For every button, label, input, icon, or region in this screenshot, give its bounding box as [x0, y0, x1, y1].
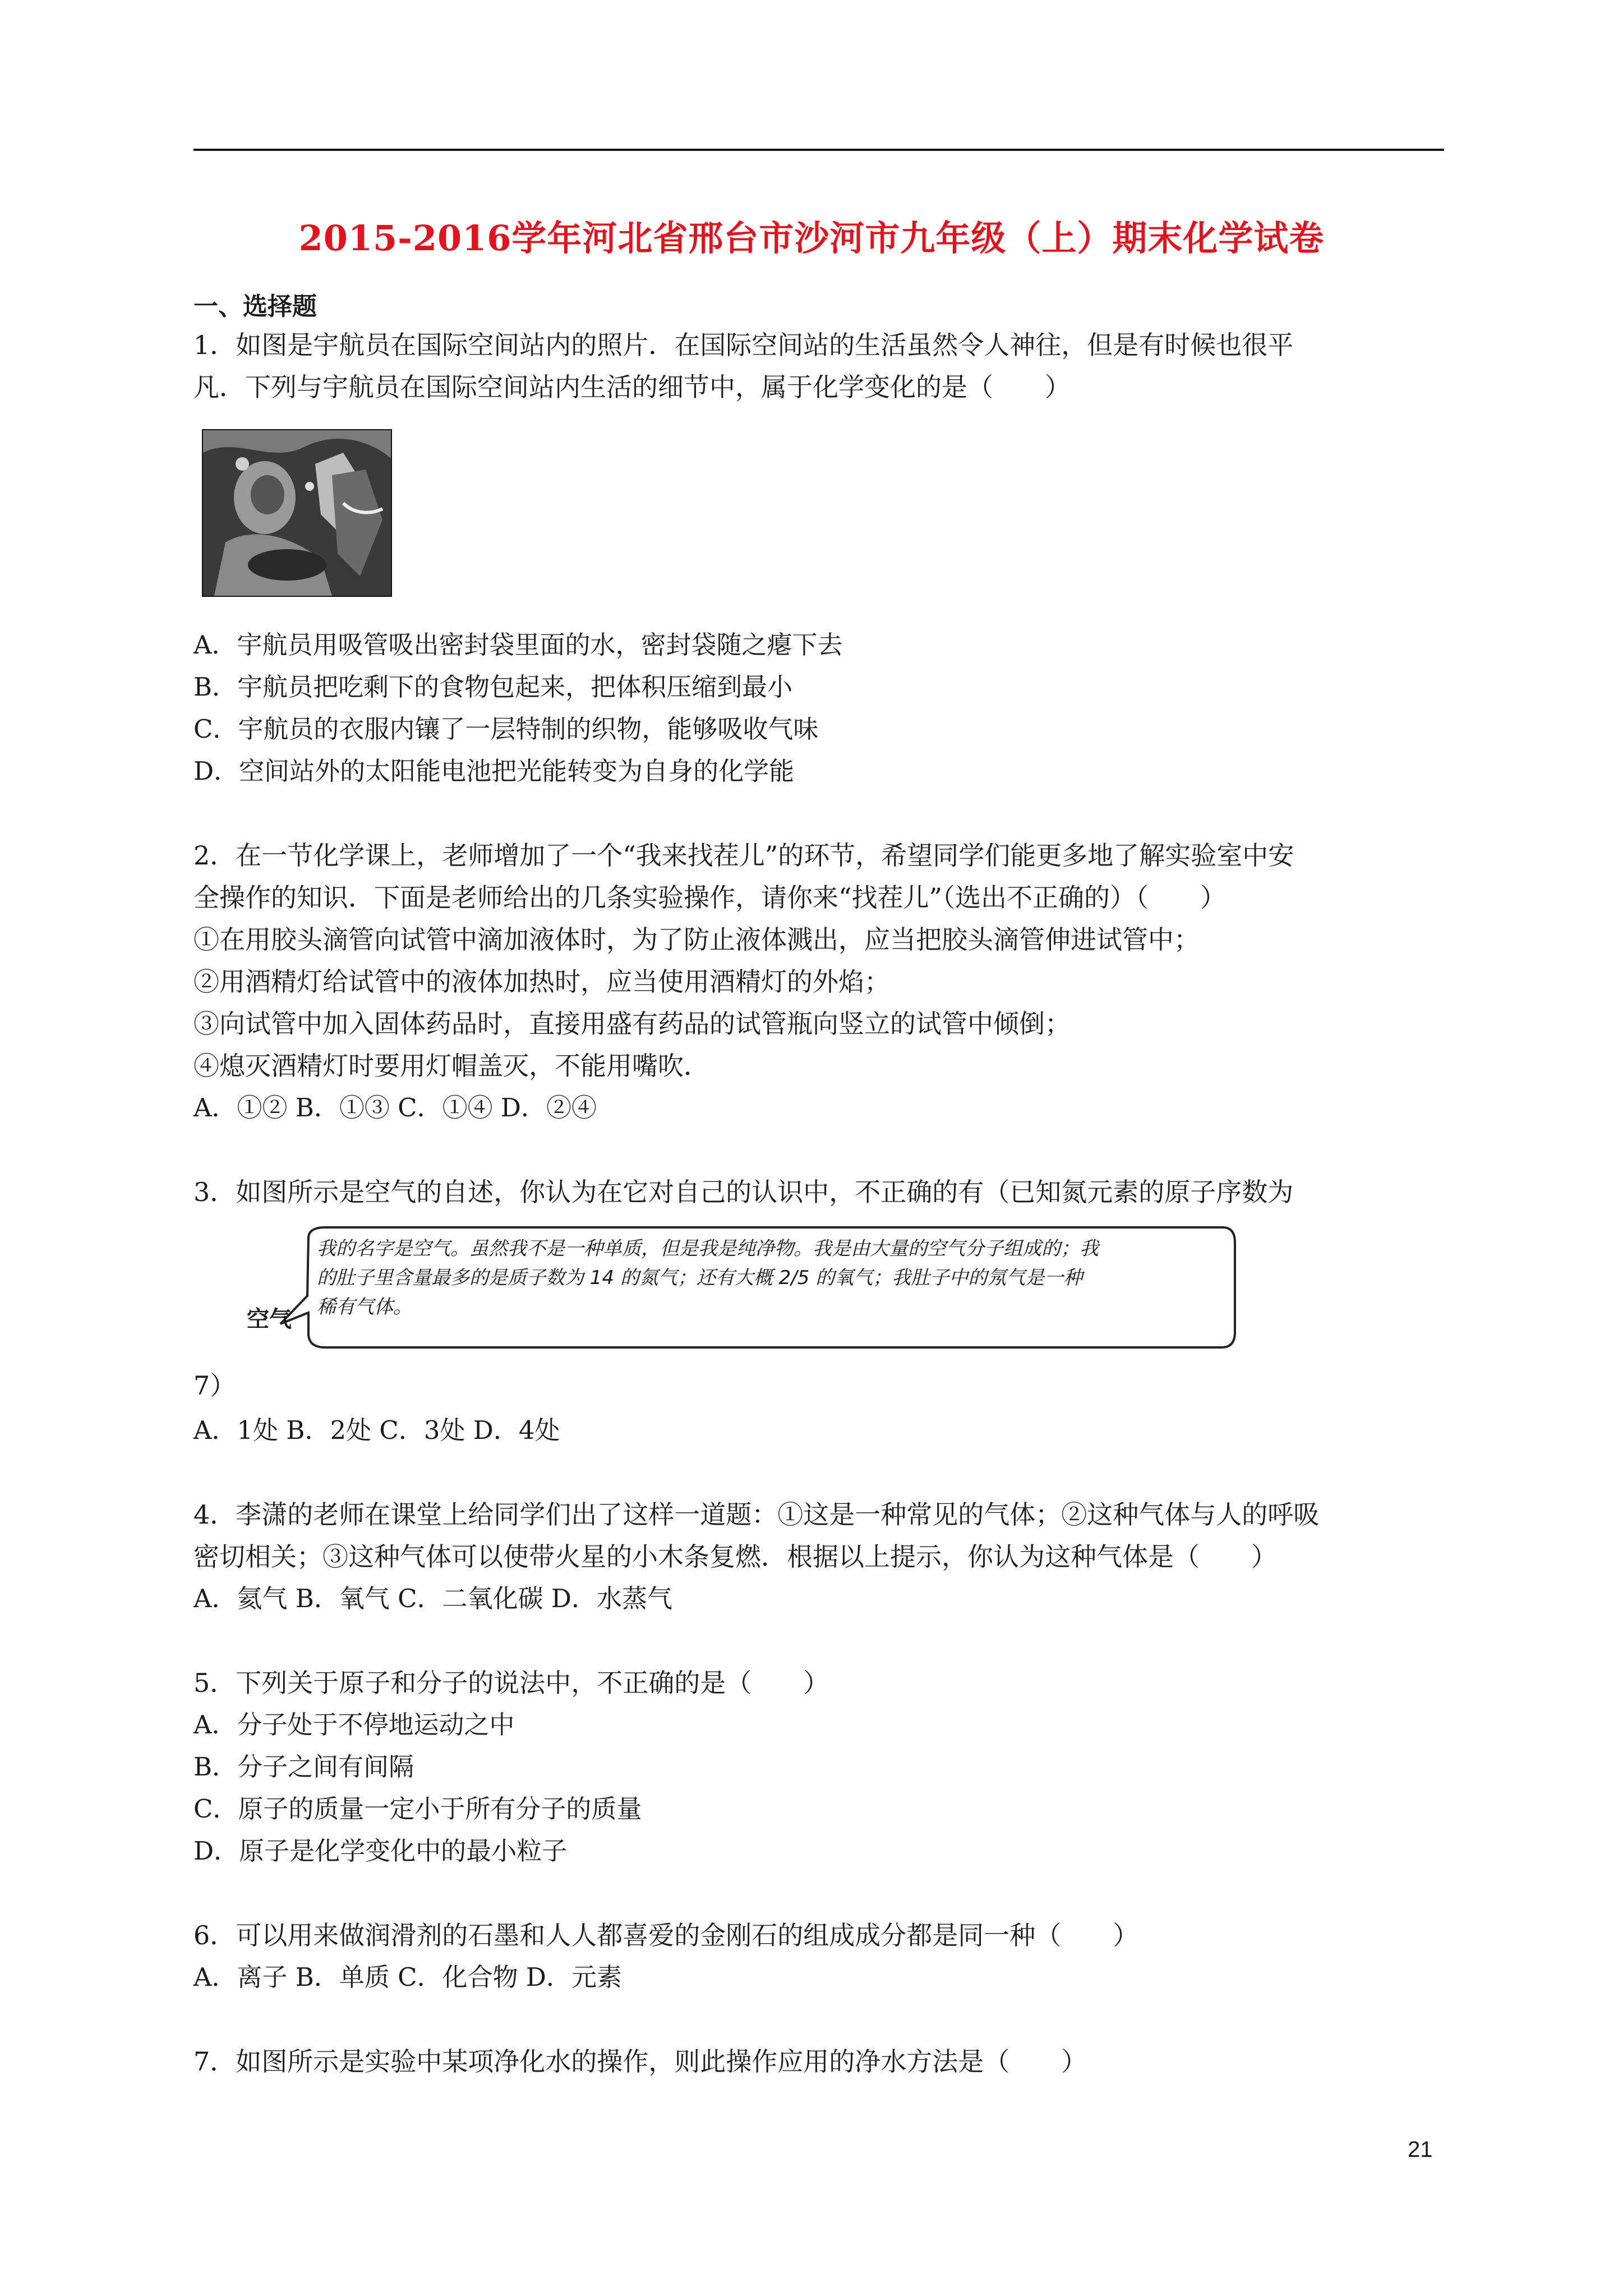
- q5-option-b: B．分子之间有间隔: [193, 1752, 414, 1782]
- q7-stem: 7．如图所示是实验中某项净化水的操作，则此操作应用的净水方法是（ ）: [193, 2046, 1087, 2077]
- q3-stem-line2: 7）: [193, 1370, 236, 1401]
- q1-option-b: B．宇航员把吃剩下的食物包起来，把体积压缩到最小: [193, 672, 793, 702]
- q3-stem-line1: 3．如图所示是空气的自述，你认为在它对自己的认识中，不正确的有（已知氮元素的原子序数为: [193, 1177, 1294, 1207]
- q5-option-a: A．分子处于不停地运动之中: [193, 1710, 515, 1740]
- q2-item-4: ④熄灭酒精灯时要用灯帽盖灭，不能用嘴吹．: [193, 1051, 709, 1081]
- bubble-speaker-label: 空气: [247, 1306, 292, 1332]
- astronaut-photo: [202, 429, 392, 597]
- bubble-line-1: 我的名字是空气。虽然我不是一种单质，但是我是纯净物。我是由大量的空气分子组成的；我: [317, 1237, 1099, 1260]
- header-rule: [193, 149, 1444, 151]
- q6-options: A．离子 B．单质 C．化合物 D．元素: [193, 1962, 622, 1992]
- q4-stem-line1: 4．李潇的老师在课堂上给同学们出了这样一道题：①这是一种常见的气体；②这种气体与人的呼吸: [193, 1499, 1320, 1530]
- q1-option-c: C．宇航员的衣服内镶了一层特制的织物，能够吸收气味: [193, 714, 819, 744]
- section-heading: 一、选择题: [193, 292, 317, 321]
- q3-options: A．1处 B．2处 C．3处 D．4处: [193, 1415, 560, 1445]
- q2-item-1: ①在用胶头滴管向试管中滴加液体时，为了防止液体溅出，应当把胶头滴管伸进试管中；: [193, 924, 1200, 955]
- exam-title: 2015-2016学年河北省邢台市沙河市九年级（上）期末化学试卷: [298, 218, 1325, 259]
- q1-option-d: D．空间站外的太阳能电池把光能转变为自身的化学能: [193, 756, 795, 786]
- q2-item-2: ②用酒精灯给试管中的液体加热时，应当使用酒精灯的外焰；: [193, 967, 890, 997]
- q5-option-d: D．原子是化学变化中的最小粒子: [193, 1836, 568, 1866]
- q1-option-a: A．宇航员用吸管吸出密封袋里面的水，密封袋随之瘪下去: [193, 630, 843, 660]
- q6-stem: 6．可以用来做润滑剂的石墨和人人都喜爱的金刚石的组成成分都是同一种（ ）: [193, 1920, 1139, 1950]
- bubble-text: [317, 1234, 1225, 1322]
- q5-option-c: C．原子的质量一定小于所有分子的质量: [193, 1794, 642, 1824]
- q4-options: A．氦气 B．氧气 C．二氧化碳 D．水蒸气: [193, 1584, 672, 1613]
- bubble-line-3: 稀有气体。: [317, 1296, 412, 1318]
- bubble-line-2: 的肚子里含量最多的是质子数为 14 的氮气；还有大概 2/5 的氧气；我肚子中的氖气是一种: [317, 1267, 1083, 1289]
- q5-stem: 5．下列关于原子和分子的说法中，不正确的是（ ）: [193, 1668, 829, 1698]
- q1-stem-line2: 凡．下列与宇航员在国际空间站内生活的细节中，属于化学变化的是（ ）: [193, 372, 1071, 402]
- q2-options: A．①② B．①③ C．①④ D．②④: [193, 1093, 597, 1122]
- q2-item-3: ③向试管中加入固体药品时，直接用盛有药品的试管瓶向竖立的试管中倾倒；: [193, 1009, 1071, 1039]
- q4-stem-line2: 密切相关；③这种气体可以使带火星的小木条复燃．根据以上提示，你认为这种气体是（ ）: [193, 1542, 1277, 1572]
- q1-stem-line1: 1．如图是宇航员在国际空间站内的照片．在国际空间站的生活虽然令人神往，但是有时候也很平: [193, 330, 1294, 360]
- q2-stem-line2: 全操作的知识．下面是老师给出的几条实验操作，请你来“找茬儿”（选出不正确的）（ ）: [193, 882, 1227, 913]
- q2-stem-line1: 2．在一节化学课上，老师增加了一个“我来找茬儿”的环节，希望同学们能更多地了解实验室中安: [193, 840, 1294, 871]
- page-number: 21: [1408, 2137, 1433, 2162]
